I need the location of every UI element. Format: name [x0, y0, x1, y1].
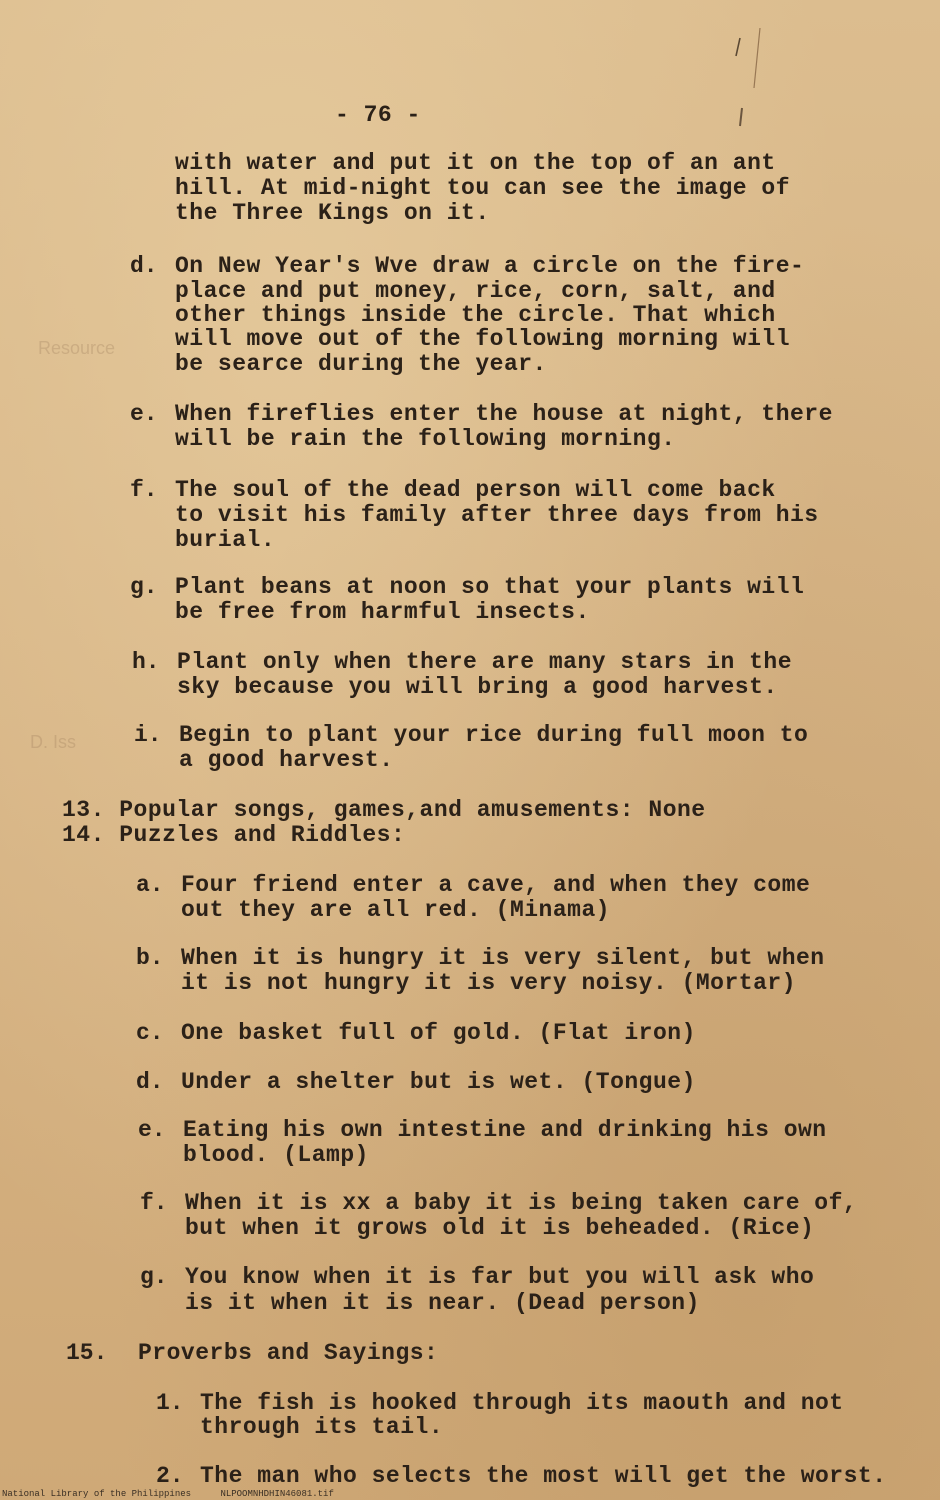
belief-line: On New Year's Wve draw a circle on the fire- — [175, 253, 805, 279]
item-label: f. — [140, 1190, 168, 1216]
intro-line: with water and put it on the top of an ant — [175, 150, 776, 176]
item-label: f. — [130, 477, 158, 503]
library-credit: National Library of the Philippines — [2, 1489, 192, 1499]
bleed-through-text: D. Iss — [30, 732, 77, 752]
belief-line: sky because you will bring a good harvest. — [177, 674, 778, 700]
riddle-line: Under a shelter but is wet. (Tongue) — [181, 1069, 696, 1095]
section-15-heading: Proverbs and Sayings: — [138, 1340, 439, 1366]
proverb-line: The man who selects the most will get the worst. — [200, 1463, 887, 1489]
intro-line: hill. At mid-night tou can see the image of — [175, 175, 790, 201]
riddle-line: You know when it is far but you will ask who — [185, 1264, 815, 1290]
belief-line: be searce during the year. — [175, 351, 547, 377]
riddle-line: blood. (Lamp) — [183, 1142, 369, 1168]
item-label: d. — [130, 253, 158, 279]
belief-line: Plant beans at noon so that your plants will — [175, 574, 805, 600]
riddle-line: One basket full of gold. (Flat iron) — [181, 1020, 696, 1046]
item-label: g. — [130, 574, 158, 600]
section-13-heading: 13. Popular songs, games,and amusements: None — [62, 797, 706, 823]
belief-line: place and put money, rice, corn, salt, and — [175, 278, 776, 304]
item-label: 2. — [156, 1463, 184, 1489]
intro-line: the Three Kings on it. — [175, 200, 490, 226]
item-label: i. — [134, 722, 162, 748]
item-label: g. — [140, 1264, 168, 1290]
item-label: 1. — [156, 1390, 184, 1416]
section-14-heading: 14. Puzzles and Riddles: — [62, 822, 406, 848]
archive-footer — [2, 1489, 358, 1499]
item-label: e. — [130, 401, 158, 427]
item-label: h. — [132, 649, 160, 675]
riddle-line: Eating his own intestine and drinking his own — [183, 1117, 827, 1143]
belief-line: will be rain the following morning. — [175, 426, 676, 452]
file-name: NLPOOMNHDHIN46081.tif — [220, 1489, 334, 1499]
item-label: c. — [136, 1020, 164, 1046]
bleed-through-text: Resource — [38, 338, 116, 358]
riddle-line: When it is xx a baby it is being taken care of, — [185, 1190, 858, 1216]
belief-line: will move out of the following morning will — [175, 326, 790, 352]
belief-line: be free from harmful insects. — [175, 599, 590, 625]
pencil-mark-icon — [720, 28, 780, 128]
belief-line: The soul of the dead person will come back — [175, 477, 776, 503]
belief-line: burial. — [175, 527, 276, 553]
belief-line: Begin to plant your rice during full moon to — [179, 722, 809, 748]
riddle-line: Four friend enter a cave, and when they come — [181, 872, 811, 898]
section-15-number: 15. — [66, 1340, 108, 1366]
item-label: e. — [138, 1117, 166, 1143]
belief-line: When fireflies enter the house at night, there — [175, 401, 833, 427]
riddle-line: When it is hungry it is very silent, but when — [181, 945, 825, 971]
riddle-line: out they are all red. (Minama) — [181, 897, 611, 923]
belief-line: to visit his family after three days from his — [175, 502, 819, 528]
riddle-line: it is not hungry it is very noisy. (Mortar) — [181, 970, 796, 996]
proverb-line: through its tail. — [200, 1414, 444, 1440]
item-label: b. — [136, 945, 164, 971]
riddle-line: but when it grows old it is beheaded. (Rice) — [185, 1215, 815, 1241]
item-label: d. — [136, 1069, 164, 1095]
belief-line: Plant only when there are many stars in the — [177, 649, 792, 675]
belief-line: other things inside the circle. That which — [175, 302, 776, 328]
page-number: - 76 - — [335, 102, 421, 128]
proverb-line: The fish is hooked through its maouth and not — [200, 1390, 844, 1416]
belief-line: a good harvest. — [179, 747, 394, 773]
item-label: a. — [136, 872, 164, 898]
riddle-line: is it when it is near. (Dead person) — [185, 1290, 700, 1316]
